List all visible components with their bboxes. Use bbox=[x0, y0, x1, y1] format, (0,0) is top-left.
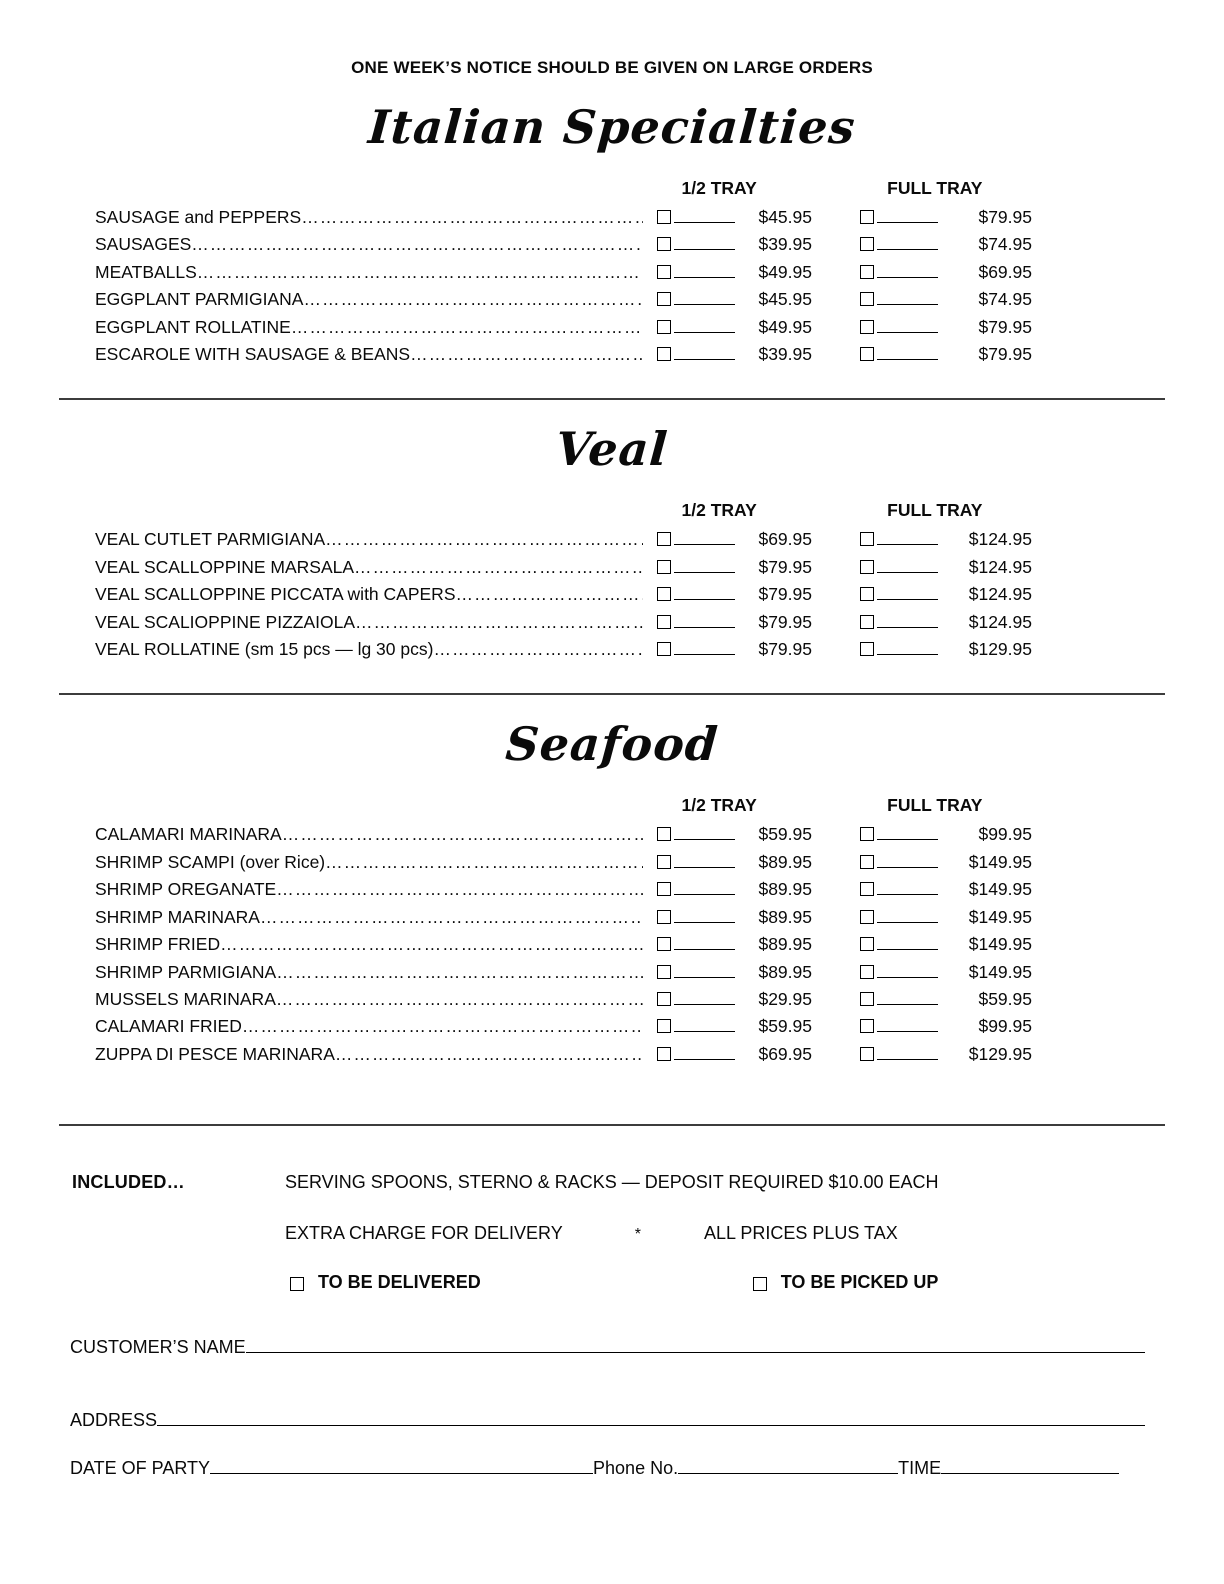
menu-item-row bbox=[95, 849, 1032, 876]
half-tray-checkbox[interactable] bbox=[657, 532, 671, 546]
half-tray-order-cell bbox=[657, 964, 736, 978]
full-tray-price: $149.95 bbox=[968, 879, 1032, 900]
item-name-cell bbox=[95, 931, 643, 958]
full-tray-qty-blank[interactable] bbox=[877, 586, 938, 600]
item-name: SHRIMP MARINARA bbox=[95, 906, 260, 927]
full-tray-checkbox[interactable] bbox=[860, 1047, 874, 1061]
full-tray-price: $129.95 bbox=[968, 1043, 1032, 1064]
half-tray-price: $89.95 bbox=[758, 851, 812, 872]
full-tray-checkbox[interactable] bbox=[860, 992, 874, 1006]
dot-leader bbox=[282, 821, 643, 848]
delivery-pickup-row bbox=[59, 1272, 1165, 1293]
half-tray-price: $89.95 bbox=[758, 961, 812, 982]
item-name-cell bbox=[95, 904, 643, 931]
item-name: SHRIMP SCAMPI (over Rice) bbox=[95, 851, 326, 872]
half-tray-price: $45.95 bbox=[758, 207, 812, 227]
menu-item-row bbox=[95, 609, 1032, 636]
item-name: VEAL CUTLET PARMIGIANA bbox=[95, 529, 326, 550]
half-tray-order-cell bbox=[657, 991, 736, 1005]
item-name-cell bbox=[95, 314, 643, 341]
item-name: EGGPLANT ROLLATINE bbox=[95, 316, 291, 337]
full-tray-price: $79.95 bbox=[978, 207, 1032, 227]
full-tray-price: $99.95 bbox=[978, 824, 1032, 845]
menu-item-row bbox=[95, 286, 1032, 313]
half-tray-price: $59.95 bbox=[758, 824, 812, 845]
dot-leader bbox=[276, 876, 643, 903]
full-tray-checkbox[interactable] bbox=[860, 642, 874, 656]
item-name: SHRIMP OREGANATE bbox=[95, 879, 277, 900]
half-tray-qty-blank[interactable] bbox=[674, 291, 735, 305]
full-tray-qty-blank[interactable] bbox=[877, 1018, 938, 1032]
half-tray-checkbox[interactable] bbox=[657, 827, 671, 841]
item-name: SHRIMP PARMIGIANA bbox=[95, 961, 277, 982]
item-name-cell bbox=[95, 1041, 643, 1068]
full-tray-order-cell bbox=[860, 264, 939, 278]
full-tray-qty-blank[interactable] bbox=[877, 236, 938, 250]
half-tray-qty-blank[interactable] bbox=[674, 1018, 735, 1032]
full-tray-qty-blank[interactable] bbox=[877, 991, 938, 1005]
half-tray-order-cell bbox=[657, 319, 736, 333]
item-name-cell bbox=[95, 286, 643, 313]
full-tray-order-cell bbox=[860, 614, 939, 628]
date-of-party-label: DATE OF PARTY bbox=[70, 1458, 211, 1479]
dot-leader bbox=[260, 904, 643, 931]
spacer bbox=[95, 795, 613, 815]
dot-leader bbox=[197, 259, 643, 286]
half-tray-qty-blank[interactable] bbox=[674, 936, 735, 950]
full-tray-checkbox[interactable] bbox=[860, 855, 874, 869]
half-tray-qty-blank[interactable] bbox=[674, 1046, 735, 1060]
customer-name-row bbox=[70, 1337, 1145, 1358]
half-tray-order-cell bbox=[657, 854, 736, 868]
item-name-cell bbox=[95, 876, 643, 903]
address-label: ADDRESS bbox=[70, 1410, 158, 1431]
full-tray-price: $79.95 bbox=[978, 316, 1032, 337]
full-tray-qty-blank[interactable] bbox=[877, 531, 938, 545]
full-tray-price: $124.95 bbox=[968, 611, 1032, 632]
half-tray-order-cell bbox=[657, 909, 736, 923]
half-tray-qty-blank[interactable] bbox=[674, 854, 735, 868]
half-tray-order-cell bbox=[657, 531, 736, 545]
half-tray-checkbox[interactable] bbox=[657, 992, 671, 1006]
full-tray-qty-blank[interactable] bbox=[877, 909, 938, 923]
full-tray-order-cell bbox=[860, 209, 939, 223]
menu-item-row bbox=[95, 986, 1032, 1013]
date-phone-time-row bbox=[70, 1458, 1145, 1479]
full-tray-checkbox[interactable] bbox=[860, 265, 874, 279]
half-tray-price: $49.95 bbox=[758, 316, 812, 337]
full-tray-qty-blank[interactable] bbox=[877, 1046, 938, 1060]
full-tray-qty-blank[interactable] bbox=[877, 881, 938, 895]
item-name: SHRIMP FRIED bbox=[95, 934, 221, 955]
item-name-cell bbox=[95, 609, 643, 636]
full-tray-qty-blank[interactable] bbox=[877, 614, 938, 628]
half-tray-checkbox[interactable] bbox=[657, 587, 671, 601]
menu-item-row bbox=[95, 259, 1032, 286]
menu-item-rows bbox=[95, 526, 1032, 663]
full-tray-price: $149.95 bbox=[968, 961, 1032, 982]
half-tray-checkbox[interactable] bbox=[657, 642, 671, 656]
menu-item-row bbox=[95, 526, 1032, 553]
half-tray-price: $89.95 bbox=[758, 906, 812, 927]
menu-item-row bbox=[95, 636, 1032, 663]
full-tray-qty-blank[interactable] bbox=[877, 826, 938, 840]
section-title: Italian Specialties bbox=[366, 100, 858, 154]
half-tray-qty-blank[interactable] bbox=[674, 964, 735, 978]
half-tray-order-cell bbox=[657, 936, 736, 950]
half-tray-qty-blank[interactable] bbox=[674, 991, 735, 1005]
full-tray-order-cell bbox=[860, 1018, 939, 1032]
half-tray-price: $79.95 bbox=[758, 639, 812, 660]
half-tray-checkbox[interactable] bbox=[657, 965, 671, 979]
half-tray-checkbox[interactable] bbox=[657, 320, 671, 334]
full-tray-order-cell bbox=[860, 559, 939, 573]
full-tray-checkbox[interactable] bbox=[860, 560, 874, 574]
half-tray-checkbox[interactable] bbox=[657, 210, 671, 224]
dot-leader bbox=[191, 231, 643, 258]
half-tray-price: $79.95 bbox=[758, 556, 812, 577]
tray-column-headers bbox=[95, 178, 1032, 198]
half-tray-price: $79.95 bbox=[758, 584, 812, 605]
full-tray-price: $69.95 bbox=[978, 261, 1032, 282]
customer-name-label: CUSTOMER’S NAME bbox=[70, 1337, 246, 1358]
half-tray-price: $29.95 bbox=[758, 988, 812, 1009]
full-tray-checkbox[interactable] bbox=[860, 965, 874, 979]
dot-leader bbox=[242, 1013, 643, 1040]
delivery-charge-text: EXTRA CHARGE FOR DELIVERY bbox=[285, 1223, 563, 1244]
item-name-cell bbox=[95, 849, 643, 876]
half-tray-order-cell bbox=[657, 826, 736, 840]
full-tray-order-cell bbox=[860, 236, 939, 250]
full-tray-order-cell bbox=[860, 991, 939, 1005]
full-tray-order-cell bbox=[860, 854, 939, 868]
full-tray-checkbox[interactable] bbox=[860, 910, 874, 924]
half-tray-price: $59.95 bbox=[758, 1016, 812, 1037]
included-row bbox=[59, 1172, 1165, 1193]
full-tray-checkbox[interactable] bbox=[860, 587, 874, 601]
half-tray-price: $39.95 bbox=[758, 344, 812, 365]
half-tray-checkbox[interactable] bbox=[657, 237, 671, 251]
full-tray-qty-blank[interactable] bbox=[877, 964, 938, 978]
half-tray-checkbox[interactable] bbox=[657, 910, 671, 924]
full-tray-qty-blank[interactable] bbox=[877, 641, 938, 655]
full-tray-order-cell bbox=[860, 1046, 939, 1060]
menu-item-row bbox=[95, 904, 1032, 931]
item-name: ESCAROLE WITH SAUSAGE & BEANS bbox=[95, 344, 411, 365]
half-tray-price: $39.95 bbox=[758, 234, 812, 255]
item-name: VEAL SCALIOPPINE PIZZAIOLA bbox=[95, 611, 355, 632]
full-tray-checkbox[interactable] bbox=[860, 347, 874, 361]
address-row bbox=[70, 1410, 1145, 1431]
full-tray-column-header: FULL TRAY bbox=[887, 500, 983, 521]
full-tray-checkbox[interactable] bbox=[860, 1019, 874, 1033]
dot-leader bbox=[456, 581, 644, 608]
full-tray-column-header: FULL TRAY bbox=[887, 178, 983, 198]
full-tray-order-cell bbox=[860, 291, 939, 305]
time-label: TIME bbox=[898, 1458, 942, 1479]
tray-column-headers bbox=[95, 500, 1032, 520]
item-name: SAUSAGES bbox=[95, 234, 192, 255]
full-tray-order-cell bbox=[860, 531, 939, 545]
menu-item-row bbox=[95, 231, 1032, 258]
phone-number-input-line[interactable] bbox=[678, 1459, 898, 1474]
dot-leader bbox=[291, 314, 643, 341]
full-tray-checkbox[interactable] bbox=[860, 827, 874, 841]
full-tray-order-cell bbox=[860, 909, 939, 923]
item-name-cell bbox=[95, 821, 643, 848]
half-tray-qty-blank[interactable] bbox=[674, 641, 735, 655]
full-tray-qty-blank[interactable] bbox=[877, 264, 938, 278]
half-tray-qty-blank[interactable] bbox=[674, 881, 735, 895]
half-tray-order-cell bbox=[657, 614, 736, 628]
half-tray-qty-blank[interactable] bbox=[674, 826, 735, 840]
full-tray-price: $79.95 bbox=[978, 344, 1032, 365]
half-tray-price: $69.95 bbox=[758, 1043, 812, 1064]
half-tray-order-cell bbox=[657, 586, 736, 600]
dot-leader bbox=[355, 609, 643, 636]
half-tray-qty-blank[interactable] bbox=[674, 559, 735, 573]
full-tray-price: $59.95 bbox=[978, 988, 1032, 1009]
half-tray-price: $79.95 bbox=[758, 611, 812, 632]
delivery-tax-row bbox=[59, 1223, 1165, 1244]
full-tray-order-cell bbox=[860, 346, 939, 360]
item-name-cell bbox=[95, 526, 643, 553]
included-text: SERVING SPOONS, STERNO & RACKS — DEPOSIT REQUIRED $10.00 EACH bbox=[285, 1172, 939, 1193]
full-tray-checkbox[interactable] bbox=[860, 532, 874, 546]
spacer bbox=[95, 500, 613, 520]
half-tray-qty-blank[interactable] bbox=[674, 209, 735, 223]
menu-section bbox=[59, 717, 1165, 1126]
item-name-cell bbox=[95, 231, 643, 258]
included-label: INCLUDED… bbox=[72, 1172, 185, 1193]
full-tray-column-header: FULL TRAY bbox=[887, 795, 983, 816]
item-name: MUSSELS MARINARA bbox=[95, 988, 276, 1009]
full-tray-price: $124.95 bbox=[968, 529, 1032, 550]
menu-item-row bbox=[95, 314, 1032, 341]
half-tray-checkbox[interactable] bbox=[657, 615, 671, 629]
half-tray-order-cell bbox=[657, 291, 736, 305]
item-name: CALAMARI FRIED bbox=[95, 1016, 242, 1037]
dot-leader bbox=[410, 341, 643, 368]
item-name-cell bbox=[95, 959, 643, 986]
dot-leader bbox=[276, 986, 643, 1013]
half-tray-column-header: 1/2 TRAY bbox=[681, 178, 757, 198]
menu-item-rows bbox=[95, 821, 1032, 1068]
spacer bbox=[95, 178, 613, 198]
half-tray-qty-blank[interactable] bbox=[674, 319, 735, 333]
menu-item-rows bbox=[95, 204, 1032, 368]
half-tray-order-cell bbox=[657, 881, 736, 895]
dot-leader bbox=[433, 636, 643, 663]
item-name: VEAL SCALLOPPINE PICCATA with CAPERS bbox=[95, 584, 456, 605]
full-tray-qty-blank[interactable] bbox=[877, 346, 938, 360]
full-tray-order-cell bbox=[860, 586, 939, 600]
half-tray-order-cell bbox=[657, 264, 736, 278]
to-be-picked-up-label: TO BE PICKED UP bbox=[780, 1272, 939, 1293]
item-name-cell bbox=[95, 986, 643, 1013]
full-tray-price: $149.95 bbox=[968, 934, 1032, 955]
half-tray-checkbox[interactable] bbox=[657, 855, 671, 869]
half-tray-qty-blank[interactable] bbox=[674, 909, 735, 923]
full-tray-price: $74.95 bbox=[978, 234, 1032, 255]
to-be-delivered-checkbox[interactable] bbox=[290, 1277, 304, 1291]
half-tray-order-cell bbox=[657, 346, 736, 360]
to-be-delivered-option[interactable] bbox=[290, 1272, 481, 1293]
full-tray-price: $74.95 bbox=[978, 289, 1032, 310]
half-tray-order-cell bbox=[657, 641, 736, 655]
half-tray-qty-blank[interactable] bbox=[674, 236, 735, 250]
full-tray-order-cell bbox=[860, 641, 939, 655]
prices-plus-tax-text: ALL PRICES PLUS TAX bbox=[703, 1223, 898, 1244]
full-tray-price: $99.95 bbox=[978, 1016, 1032, 1037]
menu-sections bbox=[59, 100, 1165, 1126]
menu-item-row bbox=[95, 1013, 1032, 1040]
time-input-line[interactable] bbox=[941, 1459, 1119, 1474]
full-tray-order-cell bbox=[860, 964, 939, 978]
full-tray-order-cell bbox=[860, 319, 939, 333]
full-tray-order-cell bbox=[860, 881, 939, 895]
dot-leader bbox=[325, 849, 643, 876]
tray-column-headers bbox=[95, 795, 1032, 815]
half-tray-checkbox[interactable] bbox=[657, 882, 671, 896]
half-tray-qty-blank[interactable] bbox=[674, 586, 735, 600]
to-be-delivered-label: TO BE DELIVERED bbox=[318, 1272, 481, 1293]
item-name: VEAL ROLLATINE (sm 15 pcs — lg 30 pcs) bbox=[95, 639, 434, 660]
half-tray-order-cell bbox=[657, 209, 736, 223]
menu-item-row bbox=[95, 204, 1032, 231]
half-tray-price: $45.95 bbox=[758, 289, 812, 310]
full-tray-checkbox[interactable] bbox=[860, 615, 874, 629]
half-tray-price: $49.95 bbox=[758, 261, 812, 282]
full-tray-qty-blank[interactable] bbox=[877, 291, 938, 305]
section-title: Veal bbox=[554, 422, 670, 477]
menu-item-row bbox=[95, 341, 1032, 368]
item-name-cell bbox=[95, 554, 643, 581]
half-tray-checkbox[interactable] bbox=[657, 292, 671, 306]
section-divider bbox=[59, 1124, 1165, 1126]
full-tray-qty-blank[interactable] bbox=[877, 319, 938, 333]
item-name-cell bbox=[95, 1013, 643, 1040]
half-tray-column-header: 1/2 TRAY bbox=[681, 795, 757, 816]
date-of-party-input-line[interactable] bbox=[210, 1459, 593, 1474]
address-input-line[interactable] bbox=[157, 1411, 1145, 1426]
half-tray-checkbox[interactable] bbox=[657, 937, 671, 951]
half-tray-column-header: 1/2 TRAY bbox=[681, 500, 757, 521]
half-tray-qty-blank[interactable] bbox=[674, 346, 735, 360]
full-tray-checkbox[interactable] bbox=[860, 320, 874, 334]
half-tray-qty-blank[interactable] bbox=[674, 531, 735, 545]
item-name-cell bbox=[95, 204, 643, 231]
half-tray-order-cell bbox=[657, 559, 736, 573]
to-be-picked-up-option[interactable] bbox=[753, 1272, 939, 1293]
menu-section bbox=[59, 100, 1165, 400]
item-name: VEAL SCALLOPPINE MARSALA bbox=[95, 556, 355, 577]
half-tray-checkbox[interactable] bbox=[657, 265, 671, 279]
item-name: SAUSAGE and PEPPERS bbox=[95, 207, 302, 227]
dot-leader bbox=[354, 554, 643, 581]
full-tray-price: $124.95 bbox=[968, 556, 1032, 577]
full-tray-checkbox[interactable] bbox=[860, 292, 874, 306]
full-tray-price: $149.95 bbox=[968, 851, 1032, 872]
customer-name-input-line[interactable] bbox=[246, 1338, 1145, 1353]
half-tray-price: $89.95 bbox=[758, 879, 812, 900]
section-divider bbox=[59, 693, 1165, 695]
menu-item-row bbox=[95, 1041, 1032, 1068]
to-be-picked-up-checkbox[interactable] bbox=[753, 1277, 767, 1291]
item-name-cell bbox=[95, 581, 643, 608]
asterisk-separator: * bbox=[634, 1226, 641, 1244]
full-tray-order-cell bbox=[860, 826, 939, 840]
half-tray-order-cell bbox=[657, 1018, 736, 1032]
full-tray-price: $149.95 bbox=[968, 906, 1032, 927]
item-name-cell bbox=[95, 259, 643, 286]
half-tray-qty-blank[interactable] bbox=[674, 264, 735, 278]
half-tray-qty-blank[interactable] bbox=[674, 614, 735, 628]
dot-leader bbox=[325, 526, 643, 553]
menu-item-row bbox=[95, 876, 1032, 903]
half-tray-order-cell bbox=[657, 1046, 736, 1060]
dot-leader bbox=[303, 286, 643, 313]
dot-leader bbox=[335, 1041, 643, 1068]
half-tray-checkbox[interactable] bbox=[657, 1019, 671, 1033]
dot-leader bbox=[220, 931, 643, 958]
full-tray-qty-blank[interactable] bbox=[877, 559, 938, 573]
menu-item-row bbox=[95, 581, 1032, 608]
full-tray-price: $129.95 bbox=[968, 639, 1032, 660]
full-tray-order-cell bbox=[860, 936, 939, 950]
full-tray-qty-blank[interactable] bbox=[877, 936, 938, 950]
item-name-cell bbox=[95, 341, 643, 368]
half-tray-checkbox[interactable] bbox=[657, 347, 671, 361]
section-title: Seafood bbox=[503, 717, 721, 772]
full-tray-price: $124.95 bbox=[968, 584, 1032, 605]
menu-item-row bbox=[95, 931, 1032, 958]
dot-leader bbox=[276, 959, 643, 986]
menu-item-row bbox=[95, 821, 1032, 848]
full-tray-checkbox[interactable] bbox=[860, 937, 874, 951]
menu-item-row bbox=[95, 554, 1032, 581]
item-name: MEATBALLS bbox=[95, 261, 197, 282]
half-tray-price: $69.95 bbox=[758, 529, 812, 550]
full-tray-checkbox[interactable] bbox=[860, 882, 874, 896]
full-tray-checkbox[interactable] bbox=[860, 210, 874, 224]
phone-number-label: Phone No. bbox=[593, 1458, 679, 1479]
half-tray-checkbox[interactable] bbox=[657, 1047, 671, 1061]
dot-leader bbox=[301, 204, 643, 231]
menu-content bbox=[59, 100, 1165, 1479]
item-name: CALAMARI MARINARA bbox=[95, 824, 282, 845]
item-name: ZUPPA DI PESCE MARINARA bbox=[95, 1043, 335, 1064]
half-tray-price: $89.95 bbox=[758, 934, 812, 955]
large-order-notice: ONE WEEK’S NOTICE SHOULD BE GIVEN ON LARGE ORDERS bbox=[351, 58, 873, 77]
half-tray-order-cell bbox=[657, 236, 736, 250]
full-tray-qty-blank[interactable] bbox=[877, 854, 938, 868]
item-name: EGGPLANT PARMIGIANA bbox=[95, 289, 304, 310]
item-name-cell bbox=[95, 636, 643, 663]
menu-item-row bbox=[95, 959, 1032, 986]
half-tray-checkbox[interactable] bbox=[657, 560, 671, 574]
menu-section bbox=[59, 422, 1165, 695]
section-divider bbox=[59, 398, 1165, 400]
full-tray-qty-blank[interactable] bbox=[877, 209, 938, 223]
full-tray-checkbox[interactable] bbox=[860, 237, 874, 251]
